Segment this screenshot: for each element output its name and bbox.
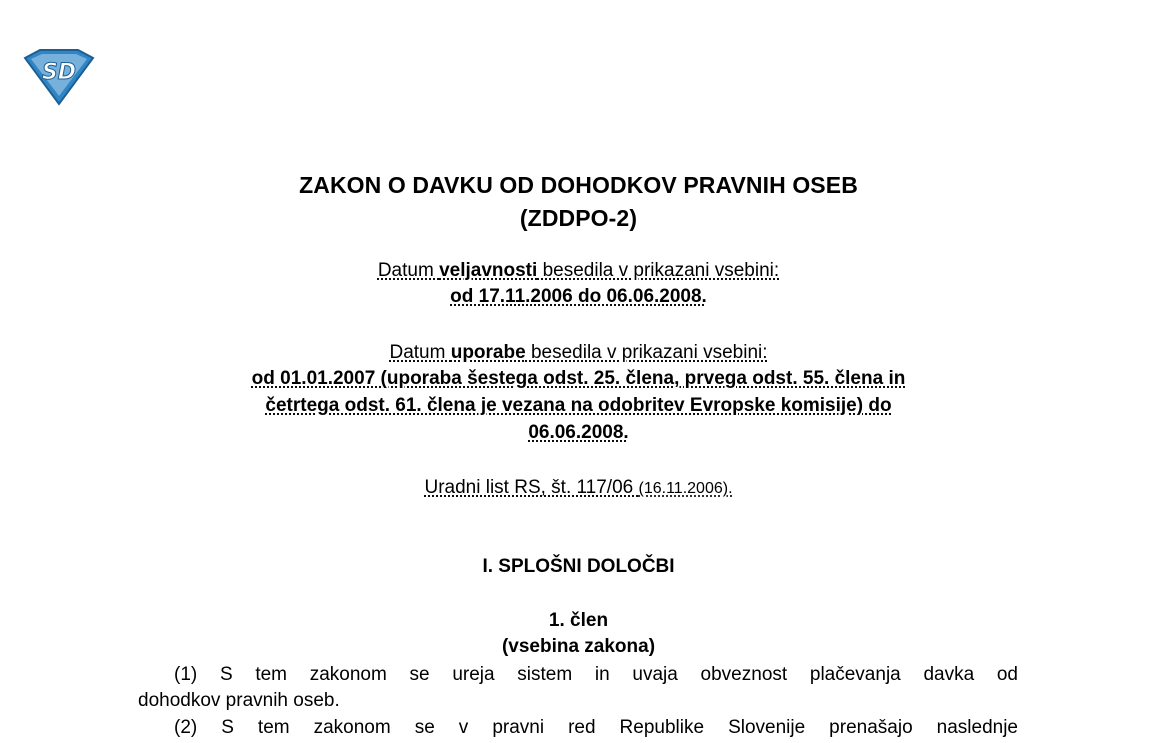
paragraph-2-line-1: (2) S tem zakonom se v pravni red Republike Slovenije prenašajo naslednje [174,717,1018,738]
svg-text:SD: SD [41,60,77,85]
gazette-date[interactable]: (16.11.2006). [638,480,733,497]
usage-range-line-2 [0,395,1157,417]
paragraph-1-line-1: (1) S tem zakonom se ureja sistem in uvaja obveznost plačevanja davka od [174,664,1018,685]
usage-range-line-1 [0,368,1157,390]
paragraph-1-line-2: dohodkov pravnih oseb. [138,690,340,711]
validity-label-suffix: besedila v prikazani vsebini: [537,260,780,281]
section-heading: I. SPLOŠNI DOLOČBI [482,556,675,577]
validity-range-text: od 17.11.2006 do 06.06.2008. [450,286,707,307]
validity-keyword: veljavnosti [439,260,538,281]
document-title: ZAKON O DAVKU OD DOHODKOV PRAVNIH OSEB [299,172,858,198]
article-number: 1. člen [548,610,609,631]
sd-shield-logo-icon [22,48,96,106]
usage-range-line-3 [0,422,1157,444]
usage-label-prefix: Datum [389,342,451,363]
usage-line2-text: četrtega odst. 61. člena je vezana na odobritev Evropske komisije) do [265,395,892,416]
article-subtitle: (vsebina zakona) [501,636,656,657]
usage-label [0,342,1157,364]
gazette-main[interactable]: Uradni list RS, št. 117/06 [424,477,639,498]
gazette-reference[interactable] [0,477,1157,499]
usage-line3-text: 06.06.2008. [528,422,629,443]
usage-line1-text: od 01.01.2007 (uporaba šestega odst. 25. člena, prvega odst. 55. člena in [251,368,906,389]
validity-date-range [0,286,1157,308]
usage-keyword: uporabe [450,342,526,363]
validity-label-prefix: Datum [377,260,440,281]
validity-label [0,260,1157,282]
usage-label-suffix: besedila v prikazani vsebini: [525,342,768,363]
document-abbreviation: (ZDDPO-2) [519,205,638,231]
